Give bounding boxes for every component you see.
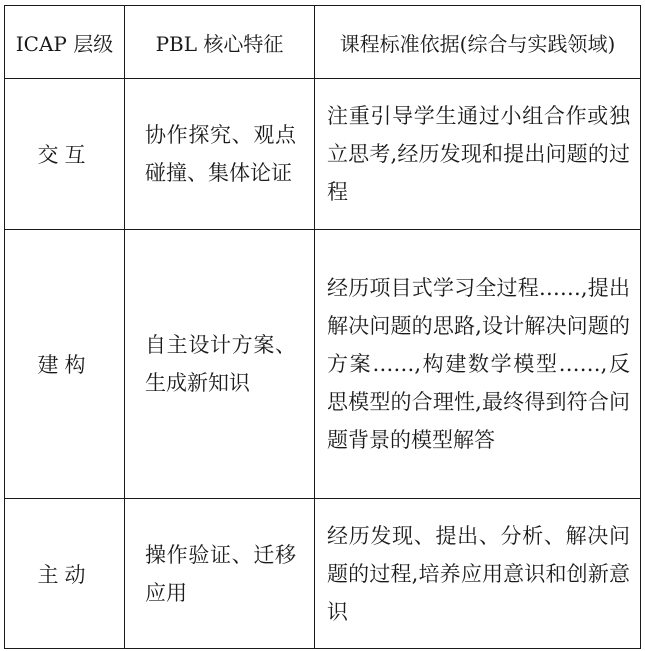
- header-row: [5, 6, 641, 79]
- level-cell: 主动: [5, 499, 125, 649]
- basis-cell: 经历发现、提出、分析、解决问题的过程,培养应用意识和创新意识: [315, 499, 641, 649]
- header-icap-level: ICAP 层级: [5, 6, 125, 79]
- feature-cell: 协作探究、观点碰撞、集体论证: [125, 79, 315, 230]
- table-row: [5, 79, 641, 230]
- basis-cell: 注重引导学生通过小组合作或独立思考,经历发现和提出问题的过程: [315, 79, 641, 230]
- header-pbl-feature: PBL 核心特征: [125, 6, 315, 79]
- feature-cell: 自主设计方案、生成新知识: [125, 230, 315, 499]
- level-cell: 建构: [5, 230, 125, 499]
- header-curriculum-basis: 课程标准依据(综合与实践领域): [315, 6, 641, 79]
- basis-cell: 经历项目式学习全过程……,提出解决问题的思路,设计解决问题的方案……,构建数学模型……,反思模型的合理性,最终得到符合问题背景的模型解答: [315, 230, 641, 499]
- feature-cell: 操作验证、迁移应用: [125, 499, 315, 649]
- level-cell: 交互: [5, 79, 125, 230]
- icap-pbl-table: [4, 5, 641, 649]
- table-row: [5, 230, 641, 499]
- table-row: [5, 499, 641, 649]
